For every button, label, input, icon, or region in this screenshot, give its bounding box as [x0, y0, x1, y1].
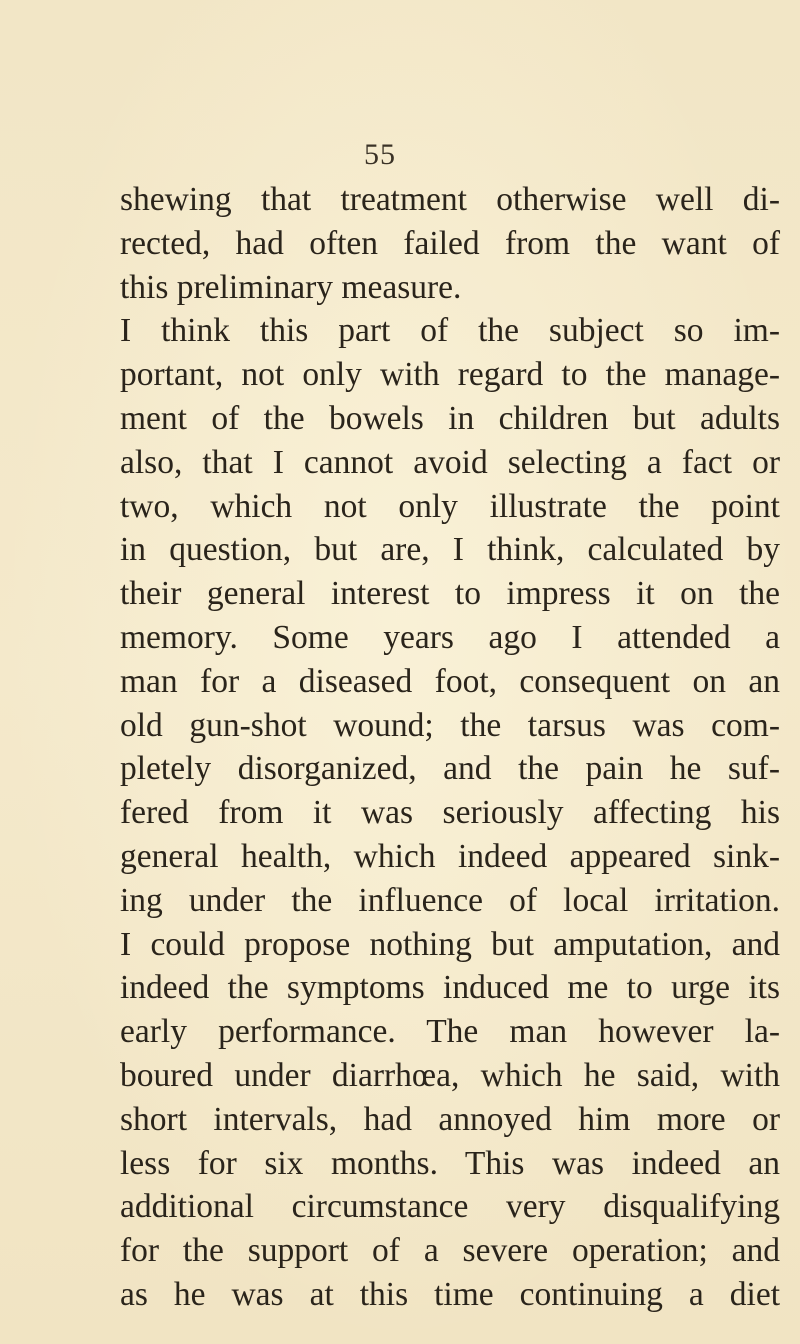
text-line: ing under the influence of local irritation. [120, 881, 780, 919]
text-line: I could propose nothing but amputation, and [120, 925, 780, 963]
text-line: pletely disorganized, and the pain he suf- [120, 750, 780, 788]
text-line: fered from it was seriously affecting his [120, 794, 780, 832]
text-line: I think this part of the subject so im- [120, 312, 780, 350]
text-line: this preliminary measure. [120, 268, 462, 306]
text-line: ment of the bowels in children but adults [120, 399, 780, 437]
text-line: old gun-shot wound; the tarsus was com- [120, 706, 780, 744]
text-line: portant, not only with regard to the manage- [120, 356, 780, 394]
text-line: early performance. The man however la- [120, 1013, 780, 1051]
text-line: two, which not only illustrate the point [120, 487, 780, 525]
text-line: additional circumstance very disqualifying [120, 1188, 780, 1226]
text-line: general health, which indeed appeared sink- [120, 837, 780, 875]
text-line: their general interest to impress it on the [120, 575, 780, 613]
text-line: indeed the symptoms induced me to urge its [120, 969, 780, 1007]
text-line: for the support of a severe operation; and [120, 1232, 780, 1270]
text-line: short intervals, had annoyed him more or [120, 1100, 780, 1138]
page-number: 55 [364, 138, 396, 171]
text-line: less for six months. This was indeed an [120, 1144, 780, 1182]
text-line: rected, had often failed from the want of [120, 224, 780, 262]
text-line: as he was at this time continuing a diet [120, 1275, 780, 1313]
text-line: also, that I cannot avoid selecting a fact or [120, 443, 780, 481]
text-line: man for a diseased foot, consequent on an [120, 662, 780, 700]
text-line: boured under diarrhœa, which he said, with [120, 1056, 780, 1094]
text-line: in question, but are, I think, calculated by [120, 531, 780, 569]
text-line: memory. Some years ago I attended a [120, 618, 780, 656]
body-text [120, 178, 780, 1317]
text-line: shewing that treatment otherwise well di- [120, 181, 780, 218]
